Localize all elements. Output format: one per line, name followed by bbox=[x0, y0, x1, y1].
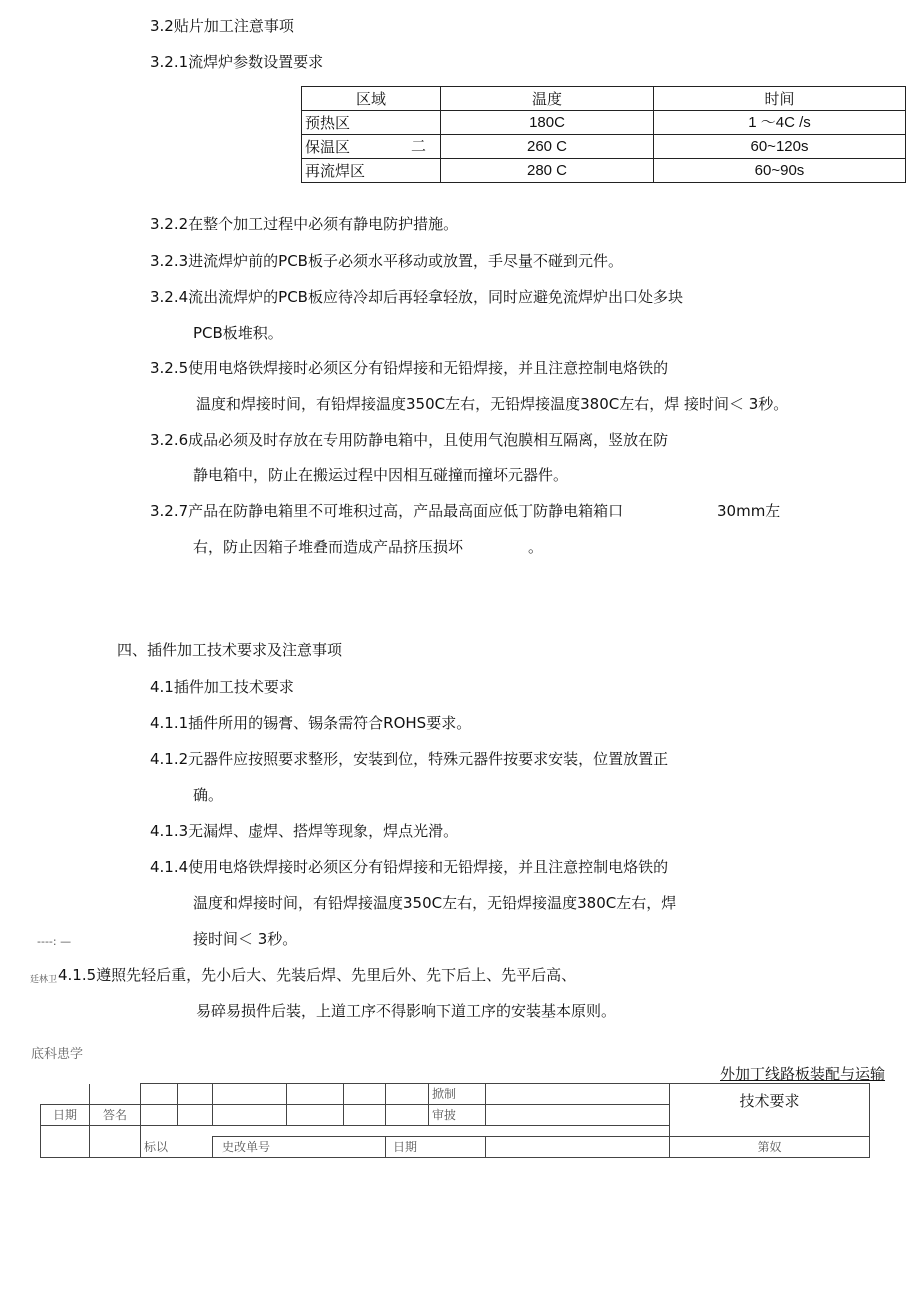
title-block-row bbox=[41, 1126, 870, 1137]
zone-cell bbox=[302, 135, 441, 159]
para-4-1-2-line1: 4.1.2元器件应按照要求整形，安装到位，特殊元器件按要求安装，位置放置正 bbox=[150, 750, 669, 768]
header-time: 时间 bbox=[654, 87, 906, 111]
zone-cell bbox=[302, 159, 441, 183]
para-3-2-7-end: 。 bbox=[528, 538, 544, 556]
section-4-title: 四、插件加工技术要求及注意事项 bbox=[117, 641, 343, 659]
para-4-1-3: 4.1.3无漏焊、虚焊、搭焊等现象，焊点光滑。 bbox=[150, 822, 459, 840]
label-sign: 答名 bbox=[90, 1105, 141, 1126]
para-3-2-7-line1: 3.2.7产品在防静电箱里不可堆积过高，产品最高面应低丁防静电箱箱口 bbox=[150, 502, 624, 520]
para-4-1-4-line2: 温度和焊接时间，有铅焊接温度350C左右，无铅焊接温度380C左右，焊 bbox=[193, 894, 677, 912]
table-row bbox=[302, 135, 906, 159]
para-3-2-5-line2: 温度和焊接时间，有铅焊接温度350C左右，无铅焊接温度380C左右，焊 接时间＜ 3秒。 bbox=[196, 395, 789, 413]
zone-cell bbox=[302, 111, 441, 135]
para-3-2-6-line1: 3.2.6成品必须及时存放在专用防静电箱中，且使用气泡膜相互隔离，竖放在防 bbox=[150, 431, 669, 449]
header-zone: 区域 bbox=[302, 87, 441, 111]
temp-cell: 180C bbox=[441, 111, 654, 135]
para-3-2-4-line1: 3.2.4流出流焊炉的PCB板应待冷却后再轻拿轻放，同时应避免流焊炉出口处多块 bbox=[150, 288, 683, 306]
zone-mark: 二 bbox=[411, 137, 427, 155]
title-block-row bbox=[41, 1137, 870, 1158]
tech-requirements: 技术要求 bbox=[739, 1092, 800, 1110]
para-3-2-6-line2: 静电箱中，防止在搬运过程中因相互碰撞而撞坏元器件。 bbox=[193, 466, 569, 484]
heading-4-1: 4.1插件加工技术要求 bbox=[150, 678, 294, 696]
label-mark: 标以 bbox=[141, 1137, 213, 1158]
para-4-1-2-line2: 确。 bbox=[193, 786, 224, 804]
para-4-1-4-line1: 4.1.4使用电烙铁焊接时必须区分有铅焊接和无铅焊接，并且注意控制电烙铁的 bbox=[150, 858, 669, 876]
para-4-1-1: 4.1.1插件所用的锡膏、锡条需符合ROHS要求。 bbox=[150, 714, 472, 732]
margin-mark: ----: — bbox=[37, 935, 72, 948]
table-row bbox=[302, 111, 906, 135]
para-3-2-4-line2: PCB板堆积。 bbox=[193, 324, 283, 342]
document-title: 外加丁线路板装配与运输 bbox=[720, 1065, 886, 1083]
temp-cell: 260 C bbox=[441, 135, 654, 159]
time-cell: 60~90s bbox=[654, 159, 906, 183]
heading-3-2: 3.2贴片加工注意事项 bbox=[150, 17, 294, 35]
reflow-parameter-table bbox=[301, 86, 906, 183]
time-cell: 60~120s bbox=[654, 135, 906, 159]
label-date2: 日期 bbox=[386, 1137, 486, 1158]
footer-left-note: 底科患学 bbox=[31, 1047, 84, 1062]
table-header-row bbox=[302, 87, 906, 111]
para-4-1-5-line1: 4.1.5遵照先轻后重，先小后大、先装后焊、先里后外、先下后上、先平后高、 bbox=[58, 966, 577, 984]
para-3-2-7-value: 30mm左 bbox=[717, 502, 781, 520]
time-cell: 1 ～4C /s bbox=[654, 111, 906, 135]
zone-name: 再流焊区 bbox=[305, 161, 366, 180]
para-3-2-5-line1: 3.2.5使用电烙铁焊接时必须区分有铅焊接和无铅焊接，并且注意控制电烙铁的 bbox=[150, 359, 669, 377]
header-temperature: 温度 bbox=[441, 87, 654, 111]
heading-3-2-1: 3.2.1流焊炉参数设置要求 bbox=[150, 53, 324, 71]
label-compile: 掀制 bbox=[429, 1084, 486, 1105]
para-4-1-4-line3: 接时间＜ 3秒。 bbox=[193, 930, 298, 948]
margin-prefix: 廷林卫 bbox=[30, 975, 58, 985]
para-3-2-2: 3.2.2在整个加工过程中必须有静电防护措施。 bbox=[150, 215, 459, 233]
table-row bbox=[302, 159, 906, 183]
label-page: 第奴 bbox=[670, 1137, 870, 1158]
para-4-1-5-line2: 易碎易损件后装，上道工序不得影响下道工序的安装基本原则。 bbox=[196, 1002, 617, 1020]
label-date: 日期 bbox=[41, 1105, 90, 1126]
zone-name: 预热区 bbox=[305, 113, 351, 132]
title-block-row bbox=[41, 1084, 870, 1105]
label-change-no: 史改单号 bbox=[213, 1137, 386, 1158]
zone-name: 保温区 bbox=[305, 137, 351, 156]
title-block bbox=[40, 1083, 870, 1158]
temp-cell: 280 C bbox=[441, 159, 654, 183]
para-3-2-3: 3.2.3进流焊炉前的PCB板子必须水平移动或放置，手尽量不碰到元件。 bbox=[150, 252, 623, 270]
label-review: 审披 bbox=[429, 1105, 486, 1126]
para-3-2-7-line2: 右，防止因箱子堆叠而造成产品挤压损坏 bbox=[193, 538, 464, 556]
